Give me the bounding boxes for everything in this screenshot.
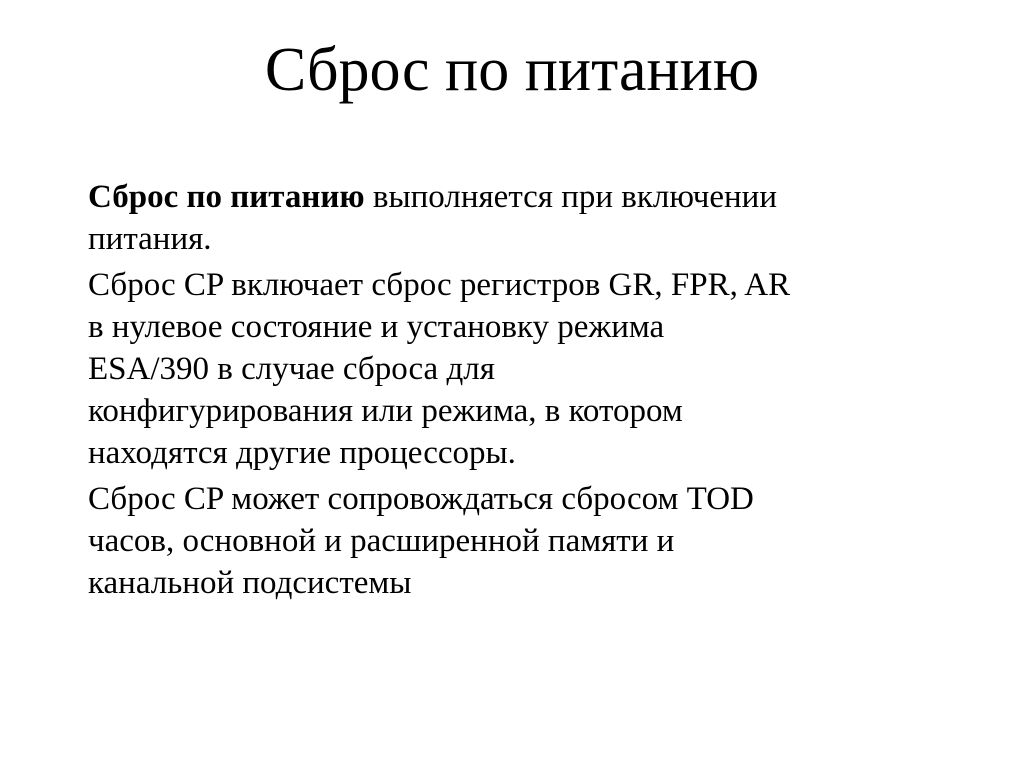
paragraph-line: в нулевое состояние и установку режима: [88, 309, 665, 345]
slide-title: Сброс по питанию: [264, 36, 760, 104]
paragraph-line: Сброс CP включает сброс регистров GR, FPR, AR: [88, 267, 791, 303]
paragraph-line: находятся другие процессоры.: [88, 435, 516, 471]
paragraph-line: [88, 176, 968, 218]
bold-term: Сброс по питанию: [88, 179, 365, 215]
paragraph-line: ESA/390 в случае сброса для: [88, 351, 495, 387]
paragraph-line: конфигурирования или режима, в котором: [88, 393, 683, 429]
slide-body: [88, 176, 968, 608]
paragraph-line: питания.: [88, 221, 212, 257]
paragraph-line: Сброс CP может сопровождаться сбросом TOD: [88, 481, 754, 517]
paragraph-power-reset: [88, 176, 968, 260]
paragraph-text: выполняется при включении: [364, 179, 777, 215]
paragraph-cp-reset: [88, 264, 968, 474]
paragraph-line: канальной подсистемы: [88, 565, 412, 601]
paragraph-line: часов, основной и расширенной памяти и: [88, 523, 675, 559]
paragraph-tod-reset: [88, 478, 968, 604]
